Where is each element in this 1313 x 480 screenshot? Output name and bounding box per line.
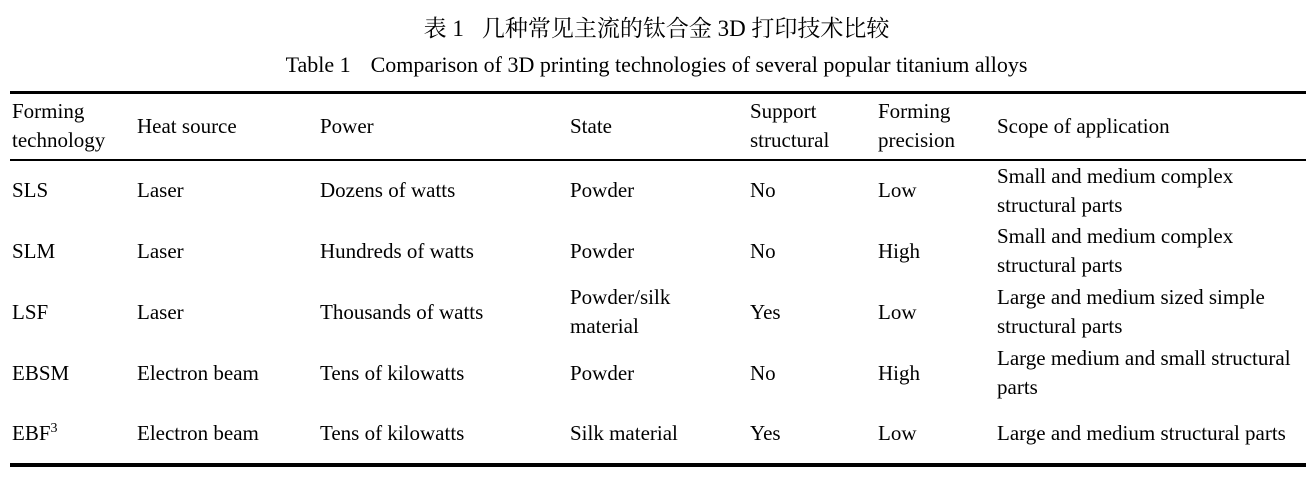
caption-zh-text: 几种常见主流的钛合金 3D 打印技术比较 <box>481 16 890 41</box>
comparison-table <box>10 91 1306 467</box>
technology-text: EBF <box>12 420 51 445</box>
table-caption-chinese <box>0 10 1313 43</box>
cell-precision: High <box>878 360 920 385</box>
table-row-ebsm <box>10 343 1306 404</box>
page <box>0 10 1313 467</box>
caption-en-text: Comparison of 3D printing technologies of several popular titanium alloys <box>370 52 1028 77</box>
cell-power: Hundreds of watts <box>320 238 474 263</box>
caption-en-label: Table 1 <box>285 52 351 77</box>
cell-support: No <box>750 238 776 263</box>
cell-precision: Low <box>878 178 917 203</box>
column-header-forming-precision: Forming precision <box>878 99 955 153</box>
cell-support: Yes <box>750 420 781 445</box>
cell-scope: Large and medium structural parts <box>997 420 1286 445</box>
cell-heat-source: Laser <box>137 299 184 324</box>
cell-power: Thousands of watts <box>320 299 484 324</box>
cell-state: Powder <box>570 238 635 263</box>
column-header-forming-technology: Forming technology <box>12 99 106 153</box>
cell-support: No <box>750 360 776 385</box>
technology-text: SLS <box>12 178 49 203</box>
cell-forming-technology <box>10 221 135 282</box>
table-row-lsf <box>10 282 1306 343</box>
cell-heat-source: Electron beam <box>137 420 259 445</box>
cell-forming-technology <box>10 343 135 404</box>
technology-superscript: 3 <box>50 420 58 436</box>
cell-state: Powder <box>570 178 635 203</box>
cell-forming-technology <box>10 282 135 343</box>
cell-support: Yes <box>750 299 781 324</box>
technology-text: LSF <box>12 299 49 324</box>
caption-zh-label: 表 1 <box>423 16 464 41</box>
technology-text: SLM <box>12 238 56 263</box>
cell-scope: Small and medium complex structural parts <box>997 163 1234 217</box>
cell-precision: High <box>878 238 920 263</box>
table-row-slm <box>10 221 1306 282</box>
table-row-sls <box>10 160 1306 221</box>
header-row <box>10 93 1306 160</box>
cell-forming-technology <box>10 160 135 221</box>
cell-precision: Low <box>878 420 917 445</box>
column-header-heat-source: Heat source <box>137 113 237 138</box>
column-header-scope-of-application: Scope of application <box>997 113 1170 138</box>
cell-state: Powder/silk material <box>570 285 671 338</box>
cell-power: Dozens of watts <box>320 178 456 203</box>
cell-support: No <box>750 178 776 203</box>
table-row-ebf3 <box>10 404 1306 465</box>
cell-heat-source: Laser <box>137 238 184 263</box>
column-header-state: State <box>570 113 612 138</box>
cell-heat-source: Laser <box>137 178 184 203</box>
column-header-support-structural: Support structural <box>750 99 830 153</box>
table-caption-english <box>0 52 1313 78</box>
cell-precision: Low <box>878 299 917 324</box>
cell-forming-technology <box>10 404 135 465</box>
cell-state: Silk material <box>570 420 678 445</box>
cell-power: Tens of kilowatts <box>320 360 465 385</box>
cell-scope: Large and medium sized simple structural parts <box>997 285 1265 338</box>
technology-text: EBSM <box>12 360 70 385</box>
cell-scope: Small and medium complex structural parts <box>997 224 1234 277</box>
cell-power: Tens of kilowatts <box>320 420 465 445</box>
column-header-power: Power <box>320 113 374 138</box>
cell-state: Powder <box>570 360 635 385</box>
cell-heat-source: Electron beam <box>137 360 259 385</box>
cell-scope: Large medium and small structural parts <box>997 346 1291 399</box>
